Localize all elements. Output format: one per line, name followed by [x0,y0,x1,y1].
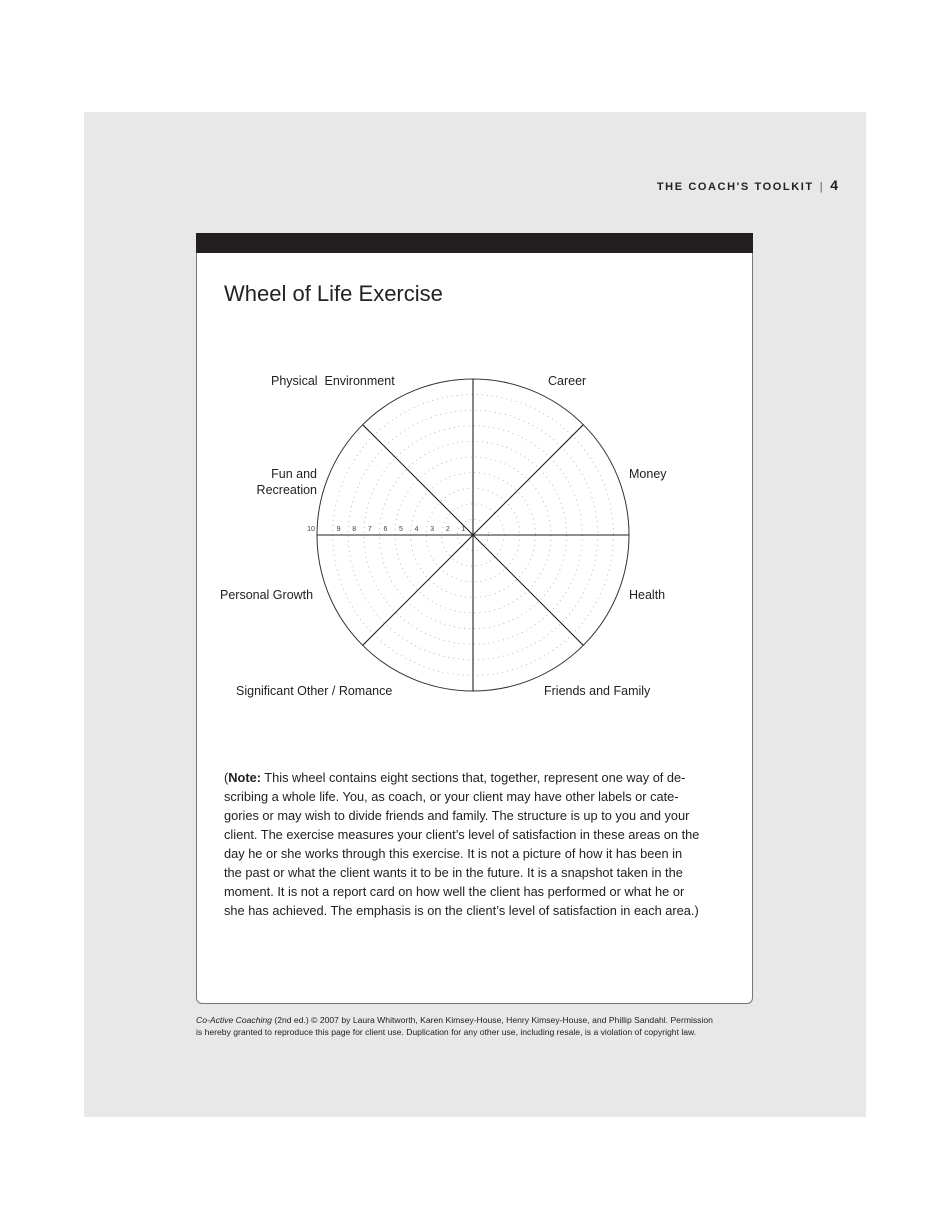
wheel-spokes [317,379,629,691]
label-personal-growth: Personal Growth [220,588,314,602]
label-fun-line1: Fun and [271,467,317,481]
scale-label: 4 [414,526,419,533]
scale-label: 7 [367,526,372,533]
scale-label: 8 [352,526,357,533]
note-line: she has achieved. The emphasis is on the client’s level of satisfaction in each area.) [224,903,699,918]
note-label: Note: [228,770,261,785]
label-physical-environment: Physical Environment [271,374,395,388]
footer-line1: (2nd ed.) © 2007 by Laura Whitworth, Karen Kimsey-House, Henry Kimsey-House, and Phillip Sandahl. Permission [271,1015,713,1025]
label-fun-line2: Recreation [256,483,317,497]
note-line: client. The exercise measures your client’s level of satisfaction in these areas on the [224,827,700,842]
scale-label: 2 [445,526,450,533]
note-paragraph [224,768,734,920]
scale-label: 5 [399,526,403,533]
label-fun-recreation [250,466,317,498]
note-paren: ( [224,770,229,785]
label-career: Career [548,374,587,388]
label-money: Money [629,467,667,481]
copyright-footer [196,1014,713,1038]
scale-label: 10 [307,526,315,533]
note-line: moment. It is not a report card on how well the client has performed or what he or [224,884,685,899]
footer-line2: is hereby granted to reproduce this page for client use. Duplication for any other use, including resale, is a violation of copyright law. [196,1027,697,1037]
note-line: This wheel contains eight sections that, together, represent one way of de- [260,770,686,785]
scale-label: 3 [430,526,435,533]
book-title: Co-Active Coaching [196,1015,272,1025]
note-line: day he or she works through this exercise. It is not a picture of how it has been in [224,846,683,861]
page-title: Wheel of Life Exercise [224,281,443,306]
label-friends-family: Friends and Family [544,684,651,698]
label-significant-other: Significant Other / Romance [236,684,393,698]
note-line: gories or may wish to divide friends and family. The structure is up to you and your [224,808,690,823]
running-title: THE COACH'S TOOLKIT [656,181,814,193]
separator: | [819,181,825,193]
scale-label: 1 [461,526,466,533]
page-number: 4 [830,177,838,193]
note-line: the past or what the client wants it to be in the future. It is a snapshot taken in the [224,865,683,880]
scale-label: 6 [383,526,388,533]
label-health: Health [629,588,666,602]
scale-label: 9 [336,526,341,533]
note-line: scribing a whole life. You, as coach, or your client may have other labels or cate- [224,789,679,804]
